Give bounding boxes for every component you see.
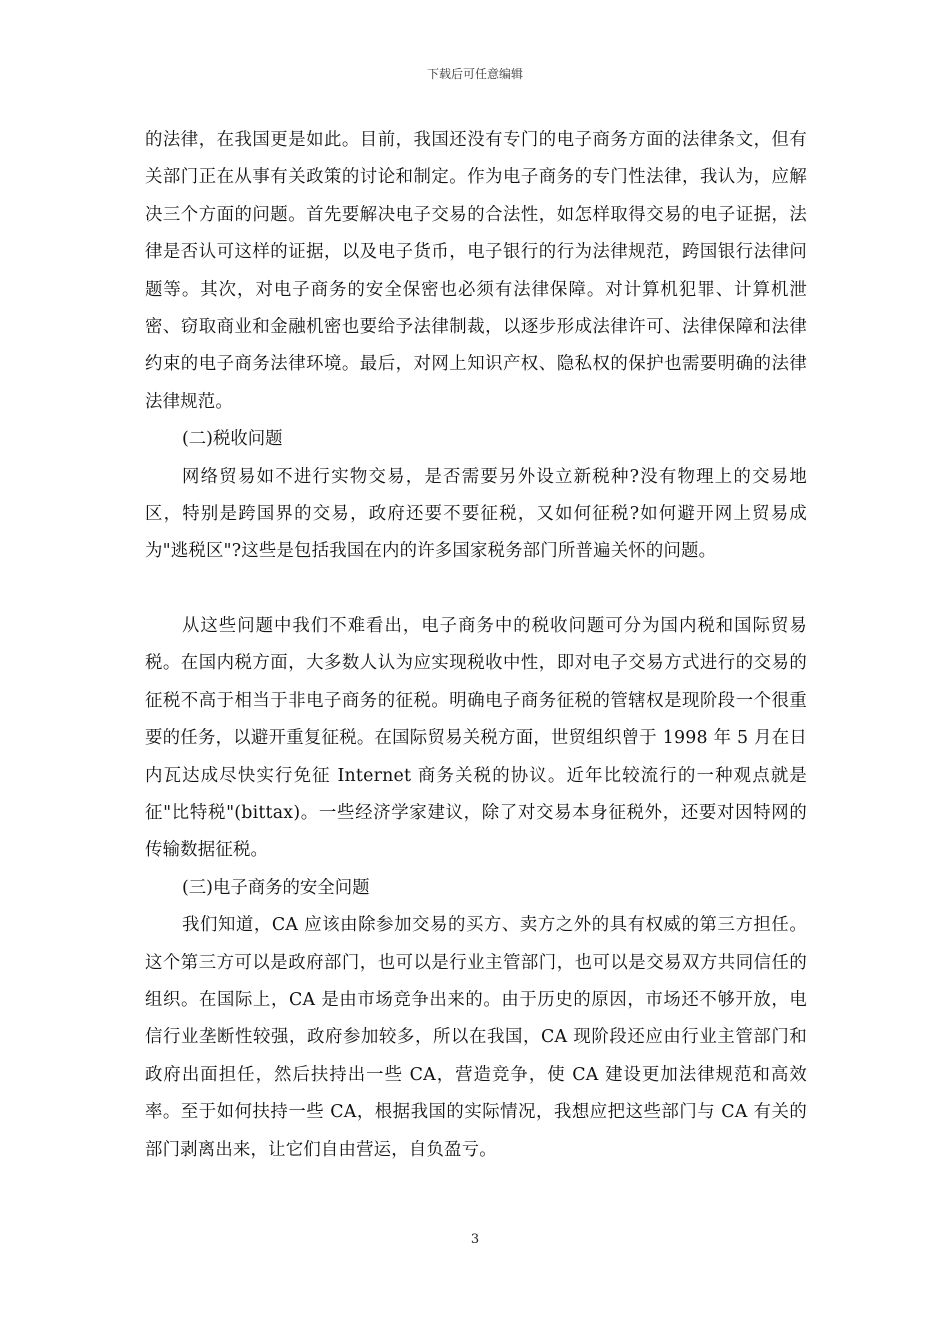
- paragraph-gap: [145, 571, 807, 608]
- document-body: [145, 122, 807, 1169]
- section-heading-tax: (二)税收问题: [182, 429, 283, 450]
- paragraph-tax-questions: 网络贸易如不进行实物交易，是否需要另外设立新税种?没有物理上的交易地区，特别是跨国界的交易，政府还要不要征税，又如何征税?如何避开网上贸易成为"逃税区"?这些是包括我国在内的许多国家税务部门所普遍关怀的问题。: [145, 466, 807, 562]
- paragraph-tax-analysis: 从这些问题中我们不难看出，电子商务中的税收问题可分为国内税和国际贸易税。在国内税方面，大多数人认为应实现税收中性，即对电子交易方式进行的交易的征税不高于相当于非电子商务的征税。明确电子商务征税的管辖权是现阶段一个很重要的任务，以避开重复征税。在国际贸易关税方面，世贸组织曾于 1998 年 5 月在日内瓦达成尽快实行免征 Internet 商务关税的协议。近年比较流行的一种观点就是征"比特税"(bittax)。一些经济学家建议，除了对交易本身征税外，还要对因特网的传输数据征税。: [145, 615, 807, 861]
- page-number: 3: [470, 1232, 480, 1247]
- paragraph-security: 我们知道，CA 应该由除参加交易的买方、卖方之外的具有权威的第三方担任。这个第三方可以是政府部门，也可以是行业主管部门，也可以是交易双方共同信任的组织。在国际上，CA 是由市场竞争出来的。由于历史的原因，市场还不够开放，电信行业垄断性较强，政府参加较多，所以在我国，CA 现阶段还应由行业主管部门和政府出面担任，然后扶持出一些 CA，营造竞争，使 CA 建设更加法律规范和高效率。至于如何扶持一些 CA，根据我国的实际情况，我想应把这些部门与 CA 有关的部门剥离出来，让它们自由营运，自负盈亏。: [145, 915, 807, 1160]
- section-heading-security: (三)电子商务的安全问题: [182, 877, 370, 898]
- paragraph-legal: 的法律，在我国更是如此。目前，我国还没有专门的电子商务方面的法律条文，但有关部门正在从事有关政策的讨论和制定。作为电子商务的专门性法律，我认为，应解决三个方面的问题。首先要解决电子交易的合法性，如怎样取得交易的电子证据，法律是否认可这样的证据，以及电子货币，电子银行的行为法律规范，跨国银行法律问题等。其次，对电子商务的安全保密也必须有法律保障。对计算机犯罪、计算机泄密、窃取商业和金融机密也要给予法律制裁，以逐步形成法律许可、法律保障和法律约束的电子商务法律环境。最后，对网上知识产权、隐私权的保护也需要明确的法律法律规范。: [145, 130, 807, 412]
- page-header: 下载后可任意编辑: [426, 67, 523, 81]
